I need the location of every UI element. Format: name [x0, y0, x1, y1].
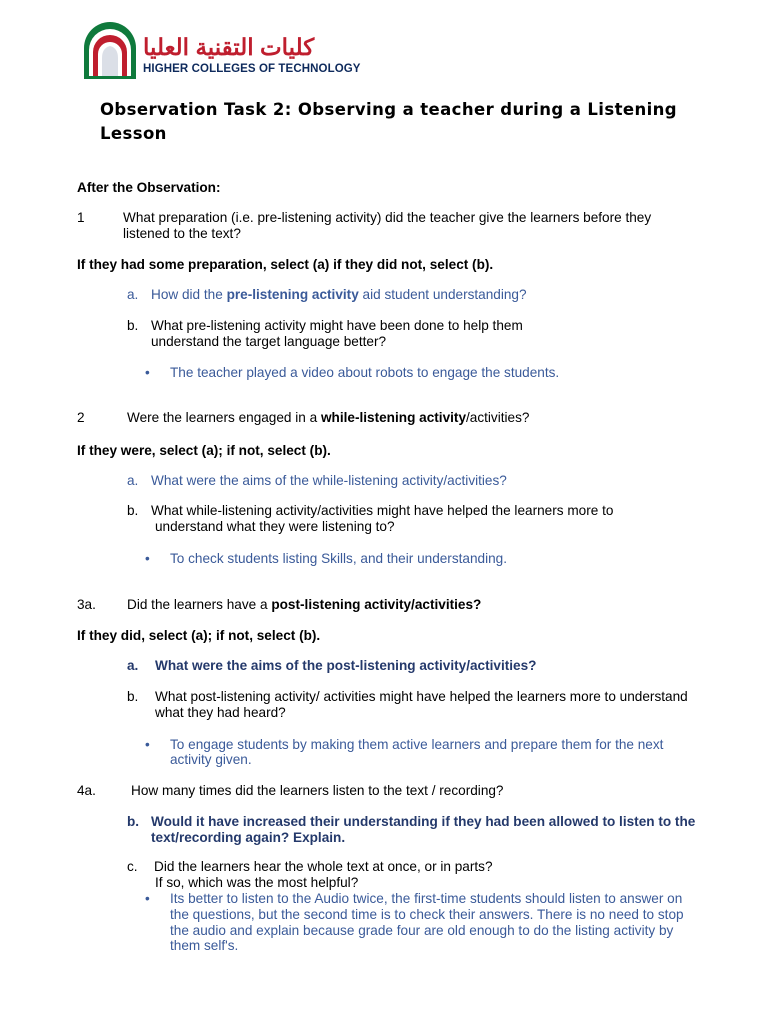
- q3-a-marker: a.: [127, 658, 139, 673]
- q1-a-text-start: How did the: [151, 287, 227, 302]
- q3-answer-line1: To engage students by making them active learners and prepare them for the next: [170, 737, 664, 752]
- q1-b-marker: b.: [127, 318, 139, 333]
- q3-b-line1: What post-listening activity/ activities might have helped the learners more to understand: [155, 689, 688, 704]
- q4-answer-line4: them self's.: [170, 938, 239, 953]
- q3-b-line2: what they had heard?: [155, 705, 286, 720]
- q1-a-text-end: aid student understanding?: [358, 287, 527, 302]
- q4-text: How many times did the learners listen to the text / recording?: [131, 783, 504, 798]
- q4-c-line2: If so, which was the most helpful?: [155, 875, 359, 890]
- q4-b-line2: text/recording again? Explain.: [151, 830, 346, 845]
- q2-instruction: If they were, select (a); if not, select (b).: [77, 443, 331, 458]
- q2-b-marker: b.: [127, 503, 139, 518]
- q2-b-line2: understand what they were listening to?: [155, 519, 395, 534]
- q1-a-text-bold: pre-listening activity: [226, 287, 359, 302]
- q4-c-marker: c.: [127, 859, 138, 874]
- page-title: Observation Task 2: Observing a teacher during a Listening Lesson: [100, 100, 678, 143]
- q3-instruction: If they did, select (a); if not, select (b).: [77, 628, 321, 643]
- bullet-icon: •: [145, 737, 150, 752]
- q3-text-start: Did the learners have a: [127, 597, 272, 612]
- q1-instruction: If they had some preparation, select (a) if they did not, select (b).: [77, 257, 494, 272]
- q4-number: 4a.: [77, 783, 96, 798]
- q3-answer-line2: activity given.: [170, 752, 252, 767]
- bullet-icon: •: [145, 891, 150, 906]
- q2-text: [127, 410, 529, 426]
- q1-answer: The teacher played a video about robots to engage the students.: [170, 365, 560, 380]
- college-logo: [80, 22, 361, 82]
- bullet-icon: •: [145, 365, 150, 380]
- q3-b-marker: b.: [127, 689, 139, 704]
- q4-answer-line2: the questions, but the second time is to check their answers. There is no need to stop: [170, 907, 684, 922]
- q1-text-line2: listened to the text?: [123, 226, 241, 241]
- q1-b-line1: What pre-listening activity might have been done to help them: [151, 318, 523, 333]
- q2-text-start: Were the learners engaged in a: [127, 410, 321, 425]
- q3-text-bold: post-listening activity/activities?: [271, 597, 482, 612]
- q2-a-text: What were the aims of the while-listening activity/activities?: [151, 473, 507, 488]
- q3-a-text: What were the aims of the post-listening activity/activities?: [155, 658, 537, 673]
- q1-a-text: [151, 287, 527, 303]
- q2-text-end: /activities?: [466, 410, 530, 425]
- college-emblem-icon: [80, 22, 140, 82]
- section-heading: After the Observation:: [77, 180, 221, 195]
- q2-number: 2: [77, 410, 85, 425]
- q4-b-marker: b.: [127, 814, 140, 829]
- q3-number: 3a.: [77, 597, 96, 612]
- q4-c-line1: Did the learners hear the whole text at once, or in parts?: [154, 859, 493, 874]
- q4-b-line1: Would it have increased their understanding if they had been allowed to listen to the: [151, 814, 696, 829]
- q2-b-line1: What while-listening activity/activities might have helped the learners more to: [151, 503, 614, 518]
- q1-number: 1: [77, 210, 85, 225]
- q2-text-bold: while-listening activity: [320, 410, 466, 425]
- logo-arabic-text: كليات التقنية العليا: [143, 34, 315, 60]
- q2-answer: To check students listing Skills, and their understanding.: [170, 551, 508, 566]
- q1-text-line1: What preparation (i.e. pre-listening activity) did the teacher give the learners before they: [123, 210, 652, 225]
- bullet-icon: •: [145, 551, 150, 566]
- q1-b-line2: understand the target language better?: [151, 334, 387, 349]
- q4-answer-line1: Its better to listen to the Audio twice, the first-time students should listen to answer on: [170, 891, 683, 906]
- q1-a-marker: a.: [127, 287, 139, 302]
- logo-english-text: HIGHER COLLEGES OF TECHNOLOGY: [143, 63, 361, 75]
- q4-answer-line3: the audio and explain because grade four are old enough to do the listing activity by: [170, 923, 674, 938]
- q3-text: [127, 597, 481, 613]
- q2-a-marker: a.: [127, 473, 139, 488]
